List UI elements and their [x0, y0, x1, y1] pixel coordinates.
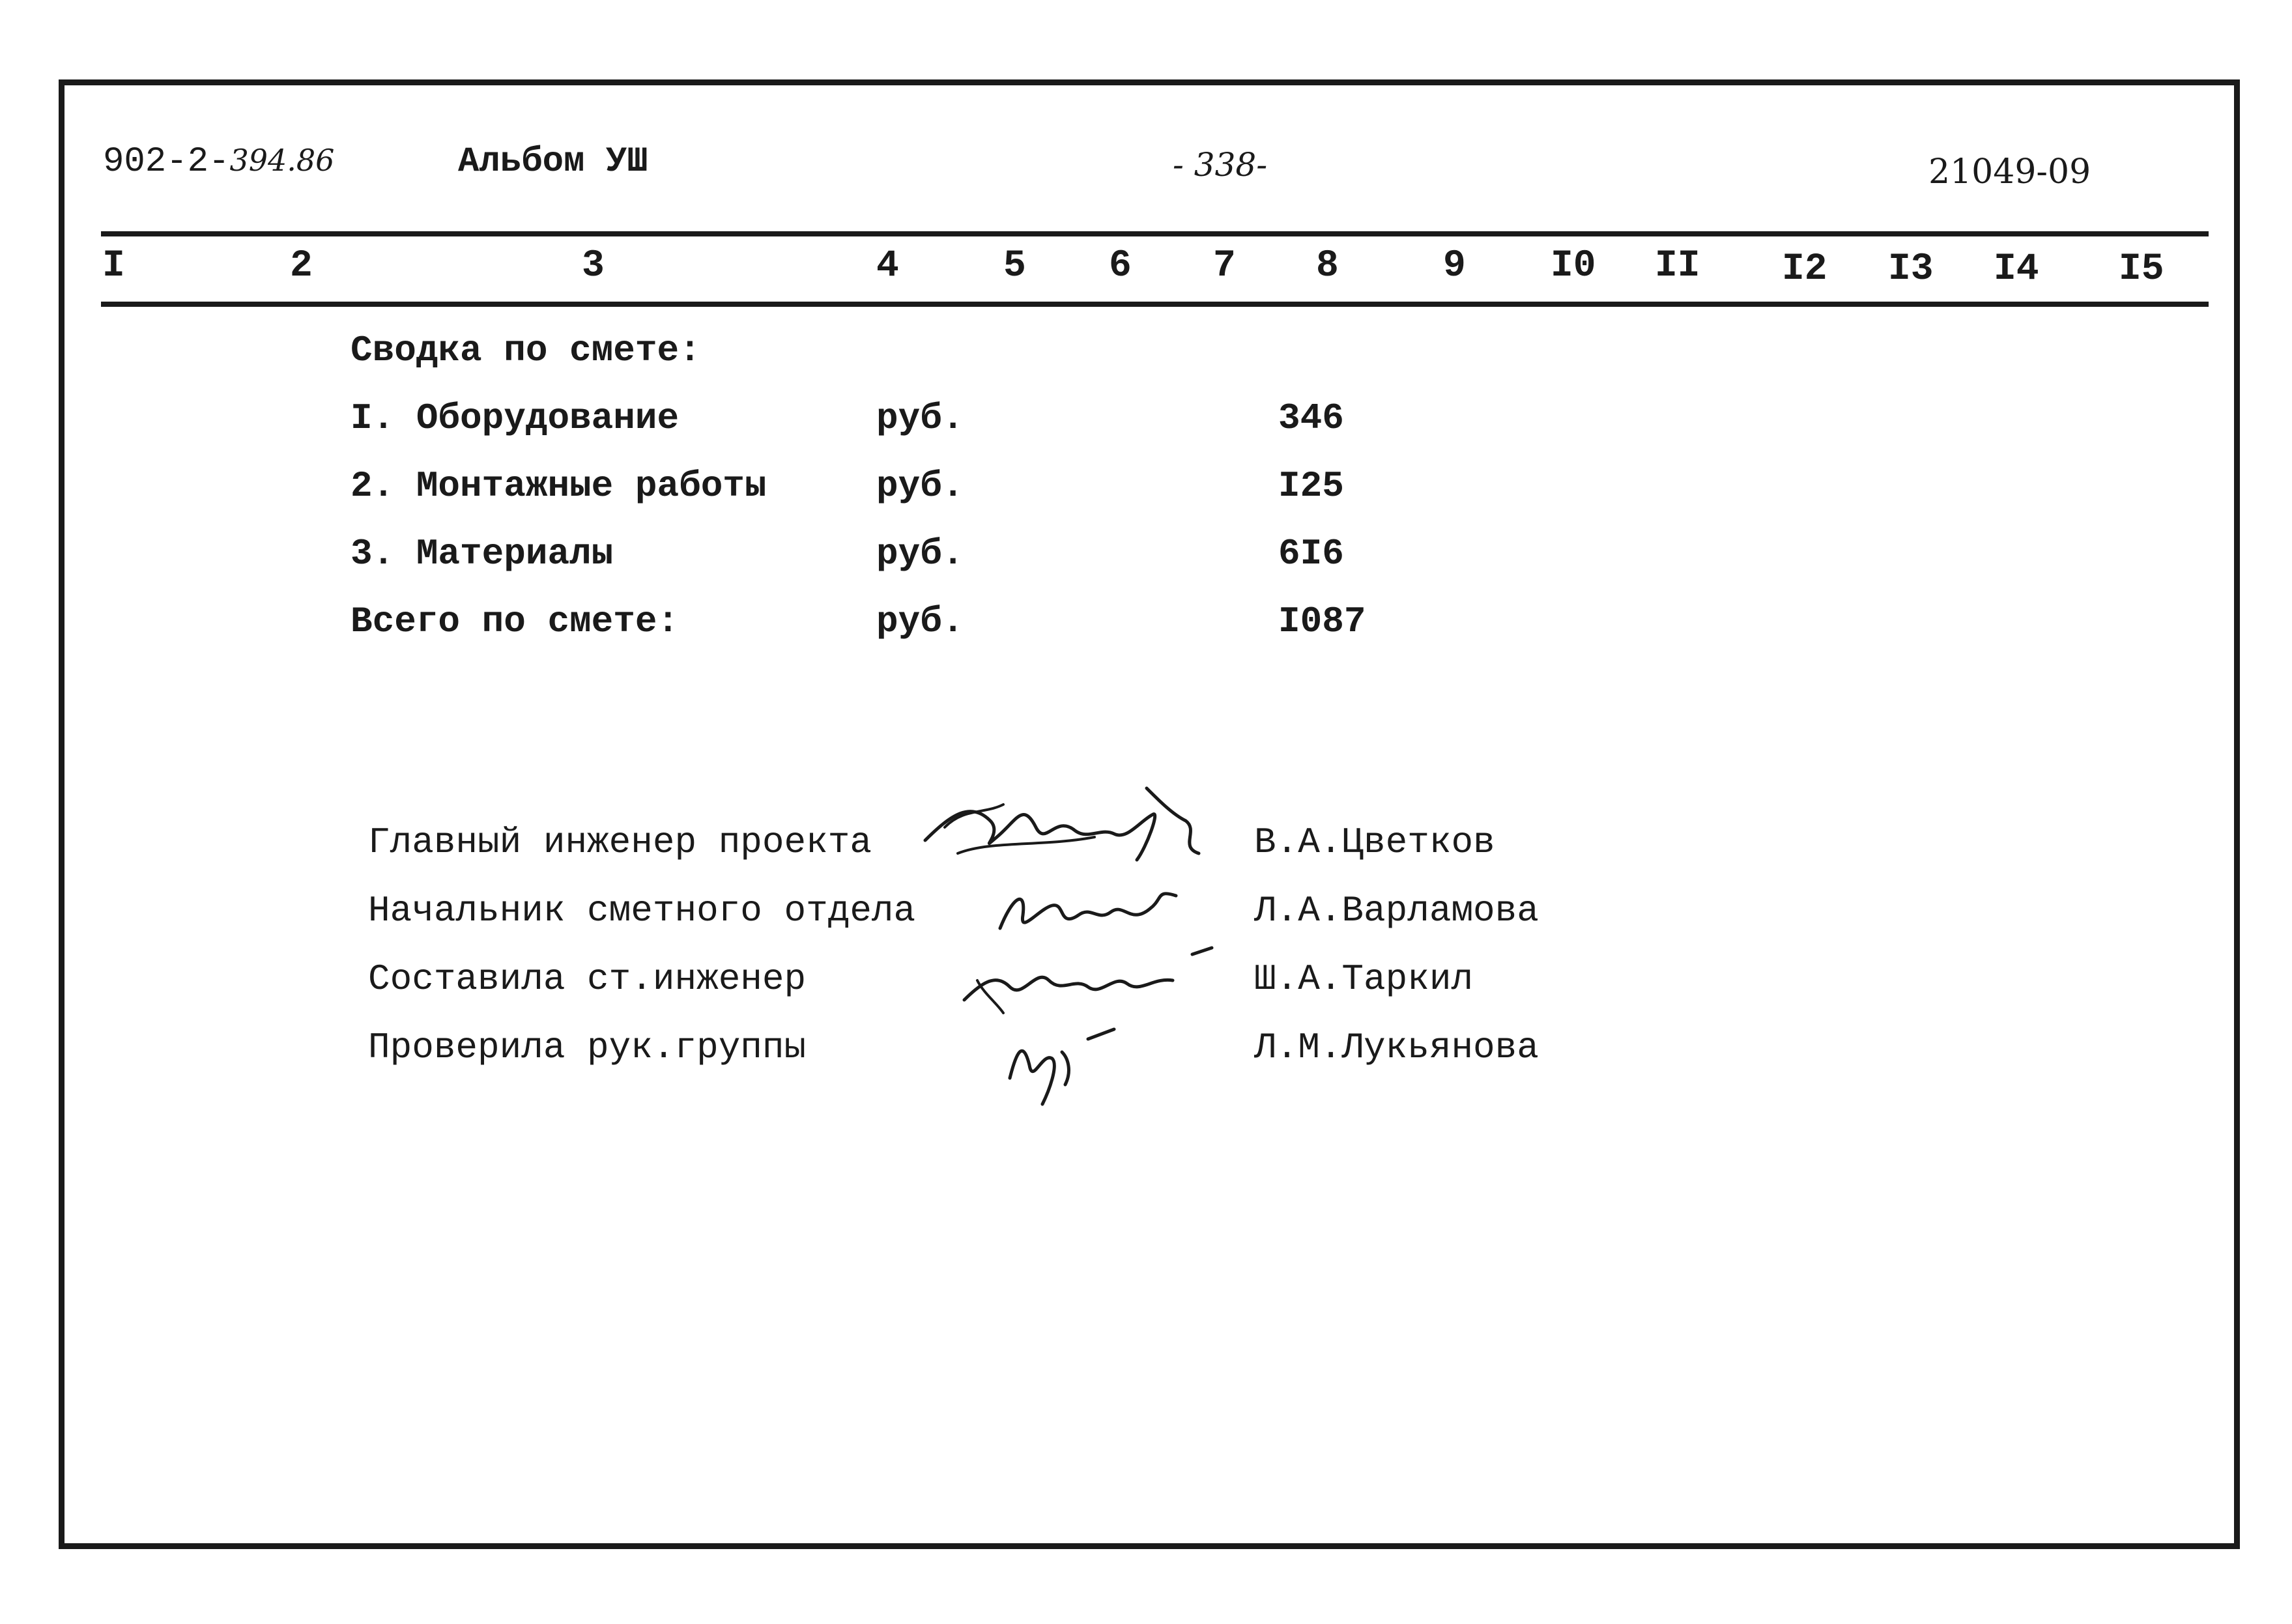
summary-row-unit: руб.: [876, 533, 964, 575]
handwritten-signature-icon: [912, 775, 1225, 879]
column-number: 3: [582, 245, 605, 287]
column-number: I2: [1782, 248, 1827, 291]
handwritten-signature-icon: [990, 1013, 1134, 1111]
signature-role: Главный инженер проекта: [368, 821, 872, 863]
signature-role: Проверила рук.группы: [368, 1027, 807, 1068]
summary-row-unit: руб.: [876, 465, 964, 507]
summary-total-unit: руб.: [876, 601, 964, 642]
column-number: 7: [1213, 245, 1236, 287]
column-header-bottom-rule: [101, 302, 2209, 307]
summary-row-value: 6I6: [1278, 533, 1344, 575]
column-number: 9: [1443, 245, 1466, 287]
summary-row-value: 346: [1278, 397, 1344, 439]
signature-name: Л.А.Варламова: [1254, 890, 1539, 932]
column-number: 2: [290, 245, 313, 287]
summary-total-value: I087: [1278, 601, 1366, 642]
column-number: 5: [1003, 245, 1026, 287]
summary-row-label: 2. Монтажные работы: [351, 465, 767, 507]
column-header-top-rule: [101, 231, 2209, 236]
summary-total-label: Всего по смете:: [351, 601, 680, 642]
column-number: I0: [1551, 245, 1596, 287]
column-number: I4: [1994, 248, 2039, 291]
signature-name: Ш.А.Таркил: [1254, 958, 1474, 1000]
column-number: I5: [2119, 248, 2164, 291]
album-title: Альбом УШ: [458, 142, 648, 182]
doc-code-printed: 902-2-: [103, 142, 230, 182]
signature-role: Составила ст.инженер: [368, 958, 807, 1000]
archive-number: 21049-09: [1928, 152, 2091, 192]
summary-row-label: I. Оборудование: [351, 397, 680, 439]
column-number: I3: [1888, 248, 1934, 291]
column-number: 6: [1109, 245, 1132, 287]
column-number: I: [102, 245, 125, 287]
doc-code-handwritten: 394.86: [229, 143, 335, 178]
signature-name: Л.М.Лукьянова: [1254, 1027, 1539, 1068]
doc-code: [103, 142, 335, 182]
summary-row-value: I25: [1278, 465, 1344, 507]
column-number: 4: [876, 245, 899, 287]
summary-row-unit: руб.: [876, 397, 964, 439]
signature-name: В.А.Цветков: [1254, 821, 1495, 863]
page-number: - 338-: [1173, 146, 1268, 184]
summary-title: Сводка по смете:: [351, 330, 701, 371]
handwritten-signature-icon: [987, 870, 1196, 948]
column-number: 8: [1316, 245, 1339, 287]
summary-row-label: 3. Материалы: [351, 533, 614, 575]
handwritten-signature-icon: [958, 941, 1231, 1019]
signature-role: Начальник сметного отдела: [368, 890, 916, 932]
column-number: II: [1655, 245, 1700, 287]
